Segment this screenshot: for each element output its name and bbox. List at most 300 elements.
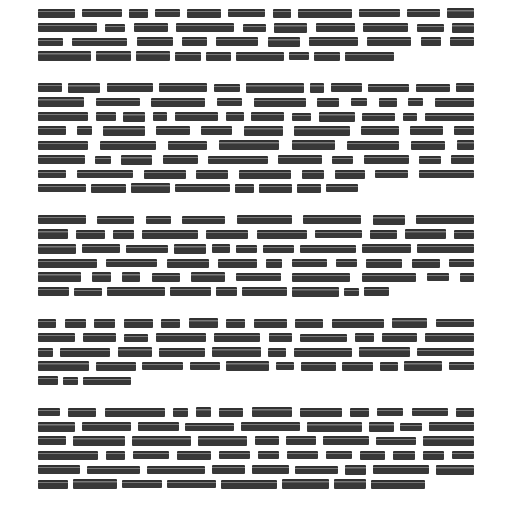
word <box>159 83 207 92</box>
word <box>124 319 153 328</box>
word <box>423 436 474 446</box>
word <box>185 423 234 431</box>
word <box>106 259 157 267</box>
word <box>156 126 190 135</box>
word <box>214 333 260 342</box>
word <box>142 230 198 239</box>
word <box>449 259 474 267</box>
word <box>38 287 69 296</box>
word <box>236 245 257 253</box>
word <box>269 333 292 342</box>
text-line <box>38 405 474 419</box>
word <box>359 347 410 357</box>
word <box>226 319 245 328</box>
word <box>294 126 350 136</box>
word <box>219 451 250 459</box>
word <box>295 466 338 474</box>
word <box>167 480 216 488</box>
word <box>410 126 443 135</box>
word <box>137 37 173 46</box>
word <box>309 37 358 46</box>
word <box>163 155 198 164</box>
word <box>133 451 169 459</box>
word <box>254 98 306 107</box>
text-line <box>38 256 474 270</box>
word <box>298 9 352 18</box>
word <box>206 230 248 239</box>
word <box>38 480 68 489</box>
word <box>189 318 218 328</box>
word <box>246 83 304 93</box>
word <box>76 230 105 239</box>
word <box>38 272 81 282</box>
word <box>460 273 474 282</box>
word <box>416 215 474 224</box>
word <box>407 9 440 17</box>
word <box>403 113 417 121</box>
word <box>350 408 369 417</box>
word <box>95 156 111 164</box>
word <box>38 319 56 328</box>
word <box>450 37 474 46</box>
word <box>38 170 66 178</box>
word <box>122 480 162 488</box>
text-line <box>38 419 474 433</box>
word <box>266 259 282 268</box>
word <box>153 112 167 121</box>
word <box>436 465 474 475</box>
word <box>151 98 205 107</box>
word <box>242 287 287 296</box>
word <box>447 8 474 18</box>
word <box>364 155 409 164</box>
word <box>38 126 66 135</box>
word <box>217 98 242 106</box>
word <box>307 422 362 432</box>
word <box>38 51 91 61</box>
word <box>38 259 97 268</box>
word <box>451 155 474 164</box>
word <box>362 273 416 282</box>
word <box>38 422 75 432</box>
word <box>38 465 80 474</box>
word <box>454 230 474 239</box>
word <box>268 348 286 357</box>
word <box>77 170 133 178</box>
word <box>126 245 168 253</box>
word <box>297 184 321 193</box>
word <box>190 362 220 370</box>
word <box>278 155 322 164</box>
word <box>83 377 131 385</box>
word <box>155 9 180 17</box>
word <box>142 362 183 370</box>
text-line <box>38 124 474 138</box>
word <box>412 408 448 416</box>
text-line <box>38 181 474 195</box>
text-line <box>38 153 474 167</box>
word <box>273 9 291 18</box>
word <box>429 422 474 431</box>
text-line <box>38 227 474 241</box>
word <box>425 333 474 342</box>
word <box>196 170 228 179</box>
word <box>63 377 78 385</box>
word <box>276 362 294 370</box>
text-line <box>38 345 474 359</box>
word <box>255 436 279 445</box>
word <box>456 408 474 417</box>
word <box>412 259 440 268</box>
word <box>38 376 58 385</box>
word <box>228 9 265 17</box>
word <box>152 273 180 282</box>
word <box>175 184 230 192</box>
word <box>132 436 191 446</box>
word <box>408 98 423 106</box>
word <box>363 23 408 32</box>
word <box>175 112 218 121</box>
word <box>38 361 89 371</box>
word <box>173 408 188 417</box>
word <box>221 480 277 489</box>
text-line <box>38 434 474 448</box>
word <box>259 184 292 193</box>
word <box>405 229 446 239</box>
word <box>292 273 350 282</box>
word <box>176 23 234 32</box>
word <box>96 98 140 106</box>
word <box>72 38 127 46</box>
word <box>342 362 373 371</box>
word <box>435 98 474 107</box>
word <box>303 215 361 224</box>
word <box>301 362 336 371</box>
word <box>380 362 398 371</box>
word <box>282 479 329 489</box>
word <box>121 155 152 165</box>
word <box>274 23 307 33</box>
word <box>129 9 148 18</box>
word <box>73 436 125 446</box>
word <box>73 479 117 489</box>
word <box>241 422 300 431</box>
word <box>147 466 205 474</box>
paragraph <box>38 81 474 196</box>
word <box>82 422 131 431</box>
word <box>452 23 474 33</box>
word <box>310 83 324 93</box>
word <box>65 319 86 328</box>
word <box>332 156 353 164</box>
word <box>38 23 97 32</box>
word <box>377 408 403 416</box>
text-line <box>38 49 474 63</box>
word <box>345 52 394 61</box>
word <box>131 183 170 193</box>
word <box>373 465 429 474</box>
word <box>175 52 201 61</box>
word <box>417 244 474 253</box>
text-line <box>38 359 474 373</box>
word <box>214 84 240 92</box>
word <box>436 319 474 327</box>
word <box>123 112 145 122</box>
word <box>286 436 316 445</box>
word <box>113 230 134 239</box>
text-line <box>38 374 474 388</box>
word <box>60 348 110 357</box>
word <box>244 126 283 136</box>
word <box>258 451 279 459</box>
word <box>38 155 85 164</box>
word <box>452 451 474 459</box>
word <box>425 113 474 121</box>
word <box>96 362 136 371</box>
text-line <box>38 167 474 181</box>
word <box>216 287 237 296</box>
text-line <box>38 138 474 152</box>
word <box>68 408 96 417</box>
word <box>168 141 207 150</box>
word <box>292 259 327 267</box>
word <box>38 112 88 121</box>
text-line <box>38 477 474 491</box>
word <box>105 24 125 32</box>
word <box>182 216 225 224</box>
word <box>417 348 474 356</box>
word <box>251 112 284 121</box>
text-line <box>38 285 474 299</box>
word <box>77 126 92 135</box>
word <box>368 84 409 92</box>
word <box>237 215 292 224</box>
word <box>216 37 258 46</box>
word <box>38 244 76 254</box>
word <box>379 98 397 107</box>
document-body <box>38 6 474 491</box>
word <box>423 451 444 460</box>
word <box>336 259 357 267</box>
word <box>289 52 309 60</box>
word <box>302 170 324 179</box>
word <box>366 259 402 268</box>
word <box>319 112 355 122</box>
word <box>427 273 449 281</box>
word <box>417 24 444 32</box>
word <box>138 422 179 431</box>
word <box>105 408 165 417</box>
word <box>404 361 442 371</box>
word <box>400 423 422 431</box>
text-line <box>38 448 474 462</box>
word <box>362 244 411 253</box>
text-line <box>38 81 474 95</box>
paragraph <box>38 6 474 64</box>
word <box>235 184 254 193</box>
word <box>369 422 394 432</box>
word <box>212 244 230 253</box>
word <box>419 170 474 178</box>
word <box>182 37 207 46</box>
word <box>421 37 441 46</box>
paragraph <box>38 213 474 299</box>
word <box>92 272 111 282</box>
text-line <box>38 241 474 255</box>
word <box>219 140 279 150</box>
text-line <box>38 316 474 330</box>
word <box>243 24 266 32</box>
word <box>331 83 362 92</box>
word <box>118 347 152 357</box>
word <box>370 230 397 239</box>
word <box>355 333 374 342</box>
word <box>254 319 287 328</box>
word <box>97 216 134 224</box>
word <box>74 288 102 296</box>
word <box>38 451 98 460</box>
word <box>206 52 231 61</box>
word <box>351 98 367 106</box>
word <box>332 319 384 328</box>
word <box>287 451 318 459</box>
word <box>38 215 86 224</box>
word <box>323 436 369 445</box>
word <box>38 97 84 107</box>
word <box>411 141 445 150</box>
word <box>375 170 408 178</box>
word <box>371 480 425 489</box>
word <box>456 83 474 92</box>
word <box>100 141 156 150</box>
word <box>263 245 294 253</box>
word <box>236 273 281 281</box>
word <box>191 272 225 282</box>
word <box>187 9 221 18</box>
word <box>38 348 53 357</box>
word <box>334 479 366 489</box>
word <box>419 156 441 164</box>
word <box>82 244 120 253</box>
text-line <box>38 35 474 49</box>
word <box>83 333 116 342</box>
word <box>344 288 359 296</box>
word <box>144 170 186 179</box>
word <box>367 37 411 46</box>
word <box>373 215 405 225</box>
word <box>38 408 60 416</box>
word <box>360 451 385 460</box>
word <box>393 451 415 460</box>
paragraph <box>38 316 474 388</box>
word <box>252 465 289 474</box>
word <box>146 216 171 224</box>
word <box>292 140 335 150</box>
text-line <box>38 213 474 227</box>
word <box>300 245 356 253</box>
word <box>457 140 474 150</box>
word <box>159 348 205 357</box>
word <box>161 319 180 328</box>
word <box>317 98 339 107</box>
word <box>87 466 140 474</box>
word <box>300 408 342 417</box>
word <box>257 230 307 239</box>
word <box>212 347 261 357</box>
word <box>335 170 365 179</box>
word <box>252 407 292 417</box>
word <box>136 51 170 61</box>
word <box>454 126 474 135</box>
word <box>376 437 416 445</box>
word <box>38 38 63 46</box>
word <box>107 287 165 296</box>
word <box>292 287 339 297</box>
word <box>294 348 352 357</box>
word <box>103 126 145 136</box>
word <box>326 184 358 192</box>
word <box>268 37 300 47</box>
word <box>201 126 232 135</box>
word <box>212 465 245 474</box>
text-line <box>38 330 474 344</box>
word <box>38 333 75 342</box>
word <box>96 112 116 121</box>
text-line <box>38 270 474 284</box>
text-line <box>38 109 474 123</box>
word <box>345 465 366 475</box>
document-page <box>38 6 474 506</box>
word <box>38 229 68 239</box>
word <box>314 52 340 61</box>
word <box>134 23 168 32</box>
paragraph <box>38 405 474 491</box>
word <box>316 23 355 32</box>
word <box>362 113 395 121</box>
word <box>364 287 389 296</box>
word <box>347 141 399 150</box>
word <box>82 9 122 17</box>
word <box>38 141 88 150</box>
word <box>382 333 417 342</box>
word <box>107 83 153 92</box>
text-line <box>38 6 474 20</box>
word <box>449 362 474 370</box>
word <box>170 287 211 296</box>
word <box>38 436 66 445</box>
word <box>38 9 75 18</box>
word <box>300 334 347 342</box>
word <box>361 126 399 135</box>
word <box>177 451 211 460</box>
word <box>295 319 323 328</box>
word <box>124 334 148 342</box>
word <box>174 244 206 254</box>
text-line <box>38 463 474 477</box>
word <box>292 113 311 121</box>
word <box>68 83 100 93</box>
word <box>156 333 206 342</box>
word <box>239 170 291 179</box>
word <box>219 408 243 417</box>
word <box>198 436 247 446</box>
word <box>236 52 284 61</box>
word <box>106 451 125 460</box>
word <box>359 9 400 17</box>
text-line <box>38 20 474 34</box>
word <box>196 407 211 417</box>
word <box>208 156 268 164</box>
